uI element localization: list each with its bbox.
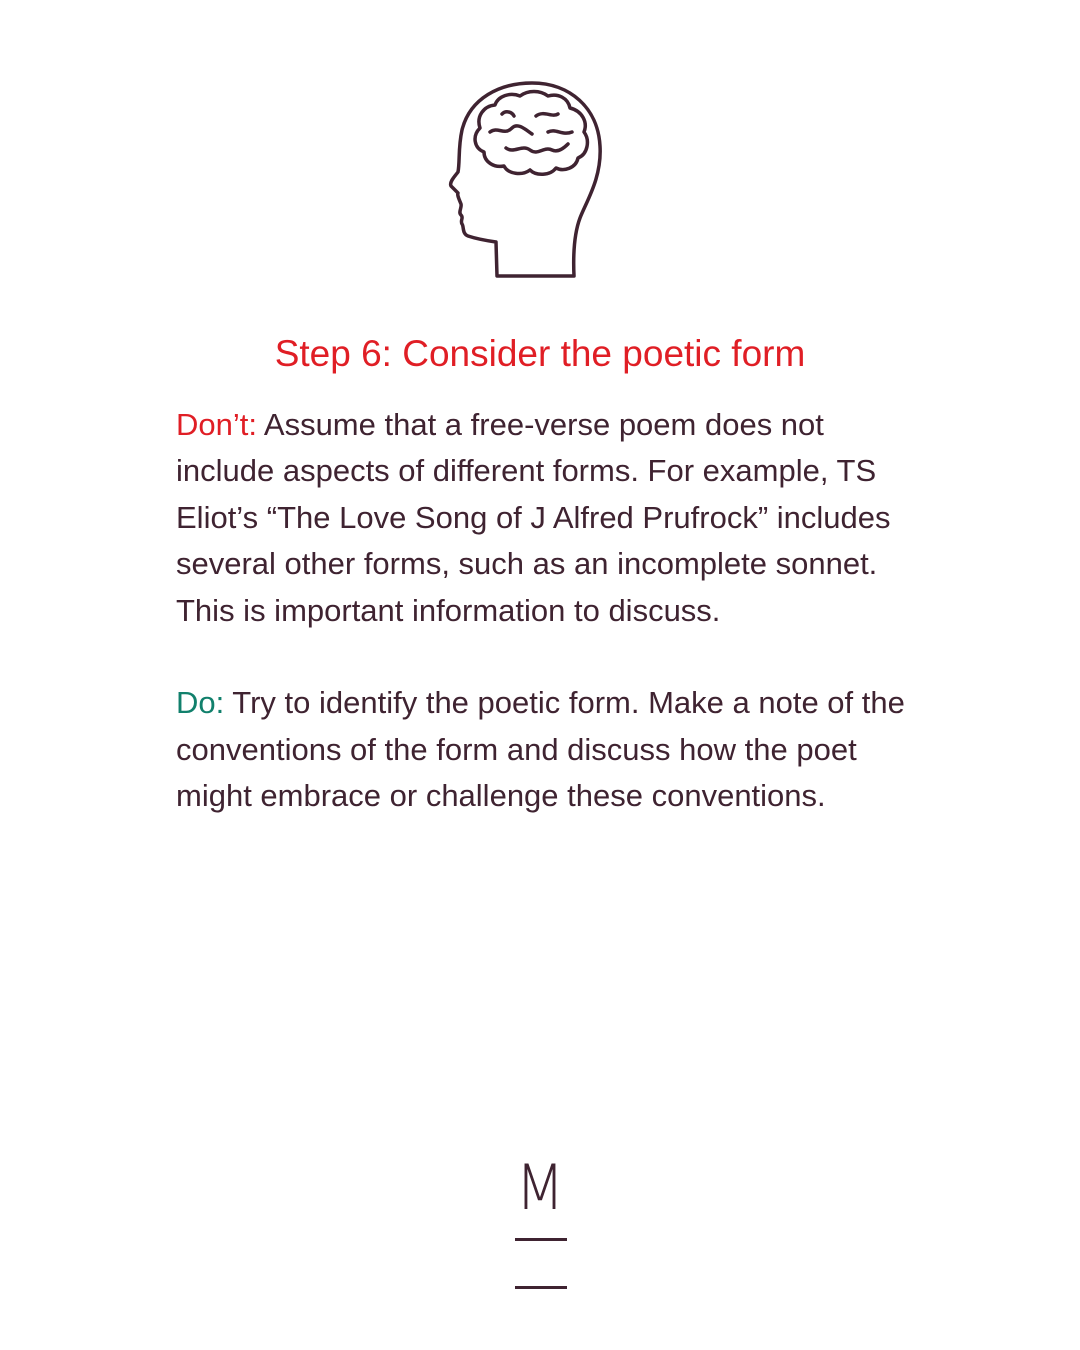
dont-label: Don’t: [176,407,257,442]
dont-paragraph [176,402,916,634]
do-label: Do: [176,685,225,721]
do-text: Try to identify the poetic form. Make a note of the conventions of the form and discuss how the poet might embrace or challenge these conventions. [176,685,905,814]
paragraph-spacer [176,634,916,680]
logo-line-bottom [515,1286,567,1289]
logo-line-top [515,1238,567,1241]
brand-logo [510,1151,570,1292]
do-paragraph [176,680,916,819]
dont-text: Assume that a free-verse poem does not include aspects of different forms. For example, TS Eliot’s “The Love Song of J Alfred Prufrock” includes several other forms, such as an incomplete sonnet. This is important information to discuss. [176,407,891,628]
head-brain-icon [440,78,610,282]
logo-letter: M [515,1151,565,1224]
tips-content [176,402,916,820]
step-title: Step 6: Consider the poetic form [274,333,806,374]
